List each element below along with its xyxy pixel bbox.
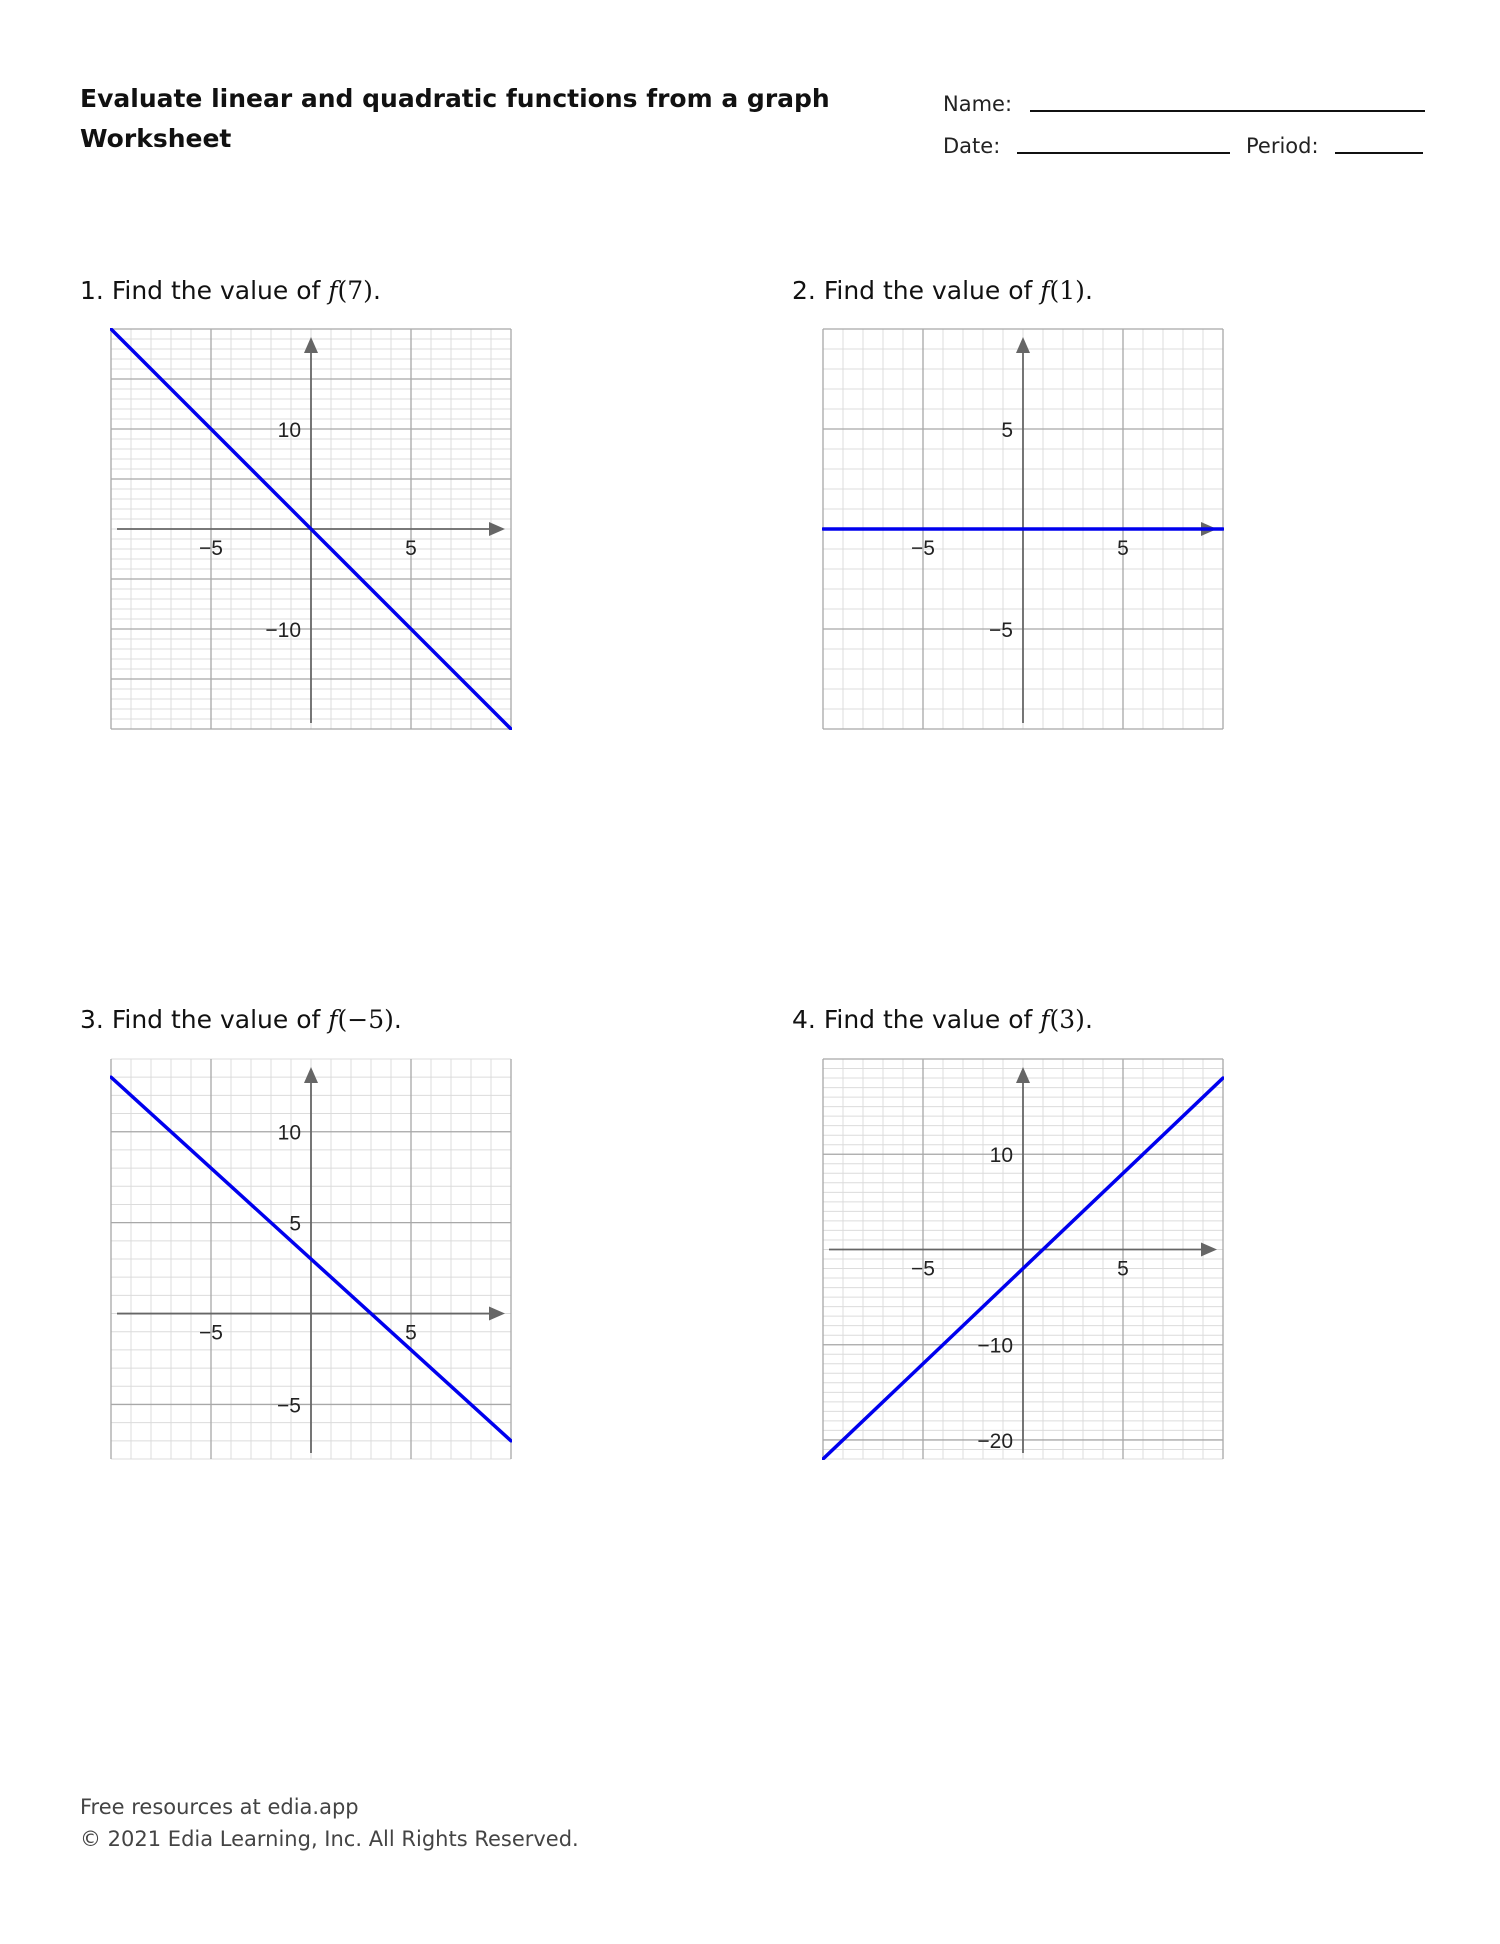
function-expression: f(7) bbox=[328, 276, 373, 305]
x-axis-arrow bbox=[1201, 1242, 1217, 1256]
x-tick-label: −5 bbox=[199, 1321, 223, 1345]
name-blank-line[interactable] bbox=[1030, 110, 1425, 112]
x-tick-label: −5 bbox=[911, 537, 935, 560]
period-blank-line[interactable] bbox=[1335, 152, 1423, 154]
question-prompt: Find the value of bbox=[823, 1005, 1033, 1034]
y-axis-arrow bbox=[1016, 337, 1030, 353]
question-prompt: Find the value of bbox=[823, 276, 1033, 305]
date-label: Date: bbox=[943, 134, 1001, 158]
worksheet-title: Evaluate linear and quadratic functions from a graph bbox=[80, 84, 830, 113]
y-tick-label: 10 bbox=[989, 1144, 1013, 1168]
question-number: 4. bbox=[792, 1005, 816, 1034]
question-number: 1. bbox=[80, 276, 104, 305]
question-number: 3. bbox=[80, 1005, 104, 1034]
x-axis-arrow bbox=[489, 522, 505, 536]
coordinate-graph-2 bbox=[822, 328, 1224, 730]
coordinate-graph-3 bbox=[110, 1058, 512, 1460]
question-4: 4. Find the value of f(3). bbox=[792, 1005, 1093, 1034]
y-tick-label: 10 bbox=[277, 1121, 301, 1145]
question-prompt: Find the value of bbox=[111, 1005, 321, 1034]
y-tick-label: −10 bbox=[265, 619, 301, 642]
y-axis-arrow bbox=[1016, 1067, 1030, 1083]
function-expression: f(3) bbox=[1040, 1005, 1085, 1034]
coordinate-graph-4 bbox=[822, 1058, 1224, 1460]
x-tick-label: −5 bbox=[199, 537, 223, 560]
y-tick-label: −5 bbox=[989, 619, 1013, 642]
question-3: 3. Find the value of f(−5). bbox=[80, 1005, 402, 1034]
y-tick-label: −5 bbox=[277, 1394, 301, 1418]
y-axis-arrow bbox=[304, 1067, 318, 1083]
footer-copyright: © 2021 Edia Learning, Inc. All Rights Reserved. bbox=[80, 1827, 579, 1851]
worksheet-subtitle: Worksheet bbox=[80, 124, 232, 153]
question-number: 2. bbox=[792, 276, 816, 305]
y-tick-label: 5 bbox=[289, 1212, 301, 1236]
question-1: 1. Find the value of f(7). bbox=[80, 276, 381, 305]
y-tick-label: 5 bbox=[1001, 419, 1013, 442]
y-tick-label: 10 bbox=[277, 419, 301, 442]
name-label: Name: bbox=[943, 92, 1013, 116]
question-prompt: Find the value of bbox=[111, 276, 321, 305]
x-tick-label: 5 bbox=[1117, 1257, 1129, 1281]
x-axis-arrow bbox=[489, 1307, 505, 1321]
date-blank-line[interactable] bbox=[1017, 152, 1230, 154]
coordinate-graph-1 bbox=[110, 328, 512, 730]
function-expression: f(1) bbox=[1040, 276, 1085, 305]
y-tick-label: −10 bbox=[977, 1334, 1013, 1358]
footer-resources-link[interactable]: Free resources at edia.app bbox=[80, 1795, 359, 1819]
x-tick-label: 5 bbox=[405, 537, 417, 560]
x-tick-label: −5 bbox=[911, 1257, 935, 1281]
function-expression: f(−5) bbox=[328, 1005, 394, 1034]
x-tick-label: 5 bbox=[405, 1321, 417, 1345]
question-2: 2. Find the value of f(1). bbox=[792, 276, 1093, 305]
period-label: Period: bbox=[1246, 134, 1319, 158]
y-tick-label: −20 bbox=[977, 1429, 1013, 1453]
x-tick-label: 5 bbox=[1117, 537, 1129, 560]
